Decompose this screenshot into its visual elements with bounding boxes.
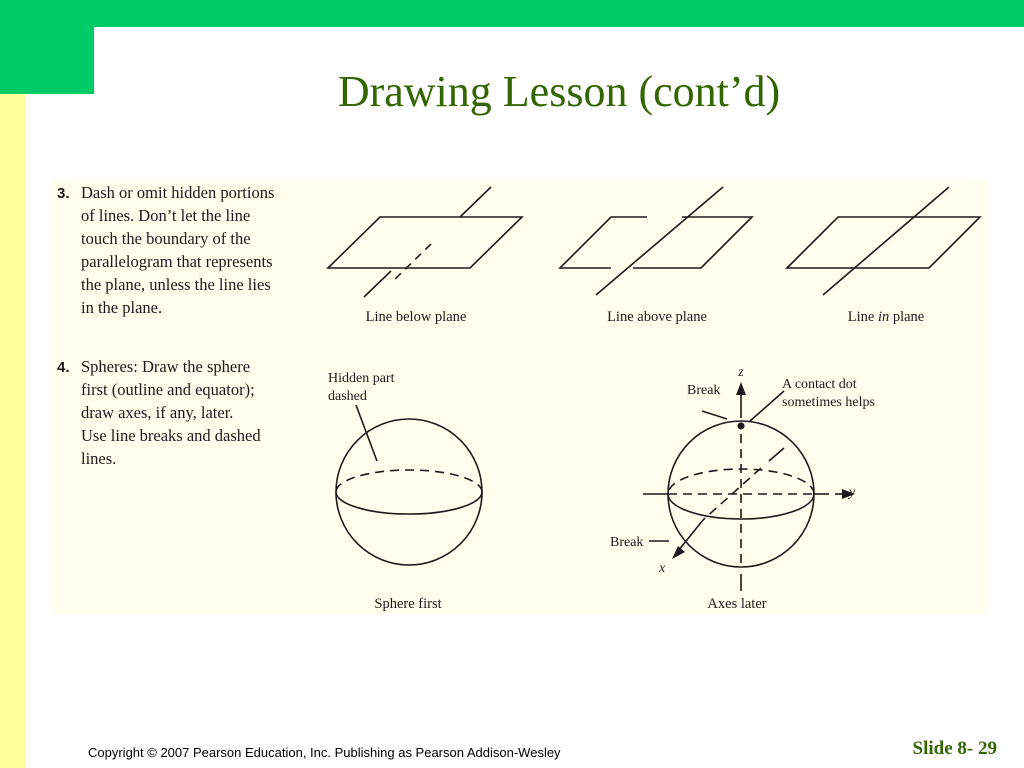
- label-z-axis: z: [738, 365, 744, 380]
- label-contact-helps: sometimes helps: [782, 395, 875, 410]
- figure-panel: [51, 180, 988, 614]
- caption-sphere-first: Sphere first: [374, 596, 442, 612]
- step3-line-4: parallelogram that represents: [81, 252, 273, 271]
- step4-number: 4.: [57, 359, 70, 376]
- step3-line-5: the plane, unless the line lies: [81, 275, 271, 294]
- caption-axes-later: Axes later: [707, 596, 767, 612]
- drawing-lesson-figure: [51, 180, 988, 614]
- slide-number: Slide 8- 29: [912, 738, 997, 759]
- top-accent-bar: [0, 0, 1024, 27]
- contact-dot: [737, 422, 744, 429]
- line-above-plane-drawing: [560, 187, 752, 295]
- sphere-first-drawing: [336, 405, 482, 565]
- slide-title: Drawing Lesson (cont’d): [337, 67, 781, 116]
- step4-line-1: Spheres: Draw the sphere: [81, 357, 251, 376]
- axes-later-drawing: [643, 391, 844, 591]
- step4-line-2: first (outline and equator);: [81, 380, 255, 399]
- step4-line-3: draw axes, if any, later.: [81, 403, 234, 422]
- caption-line-above-plane: Line above plane: [607, 309, 707, 325]
- caption-line-in-plane: Line in plane: [847, 309, 925, 325]
- step3-number: 3.: [57, 185, 70, 202]
- step3-line-1: Dash or omit hidden portions: [81, 183, 275, 202]
- caption-line-below-plane: Line below plane: [365, 309, 467, 325]
- step3-line-2: of lines. Don’t let the line: [81, 206, 251, 225]
- label-y-axis: y: [849, 485, 856, 500]
- label-contact-dot: A contact dot: [782, 377, 857, 392]
- step3-line-3: touch the boundary of the: [81, 229, 251, 248]
- label-hidden-dashed: dashed: [328, 389, 367, 404]
- label-break-left: Break: [610, 535, 644, 550]
- line-below-plane-drawing: [328, 187, 522, 297]
- left-accent-strip: [0, 94, 25, 768]
- label-hidden-part: Hidden part: [328, 371, 395, 386]
- step4-line-4: Use line breaks and dashed: [81, 426, 261, 445]
- line-in-plane-drawing: [787, 187, 980, 295]
- label-x-axis: x: [659, 561, 666, 576]
- footer-copyright: Copyright © 2007 Pearson Education, Inc. Publishing as Pearson Addison-Wesley: [88, 745, 561, 760]
- step3-line-6: in the plane.: [81, 298, 163, 317]
- step4-line-5: lines.: [81, 449, 117, 468]
- label-break-top: Break: [687, 383, 721, 398]
- corner-accent-block: [0, 0, 94, 94]
